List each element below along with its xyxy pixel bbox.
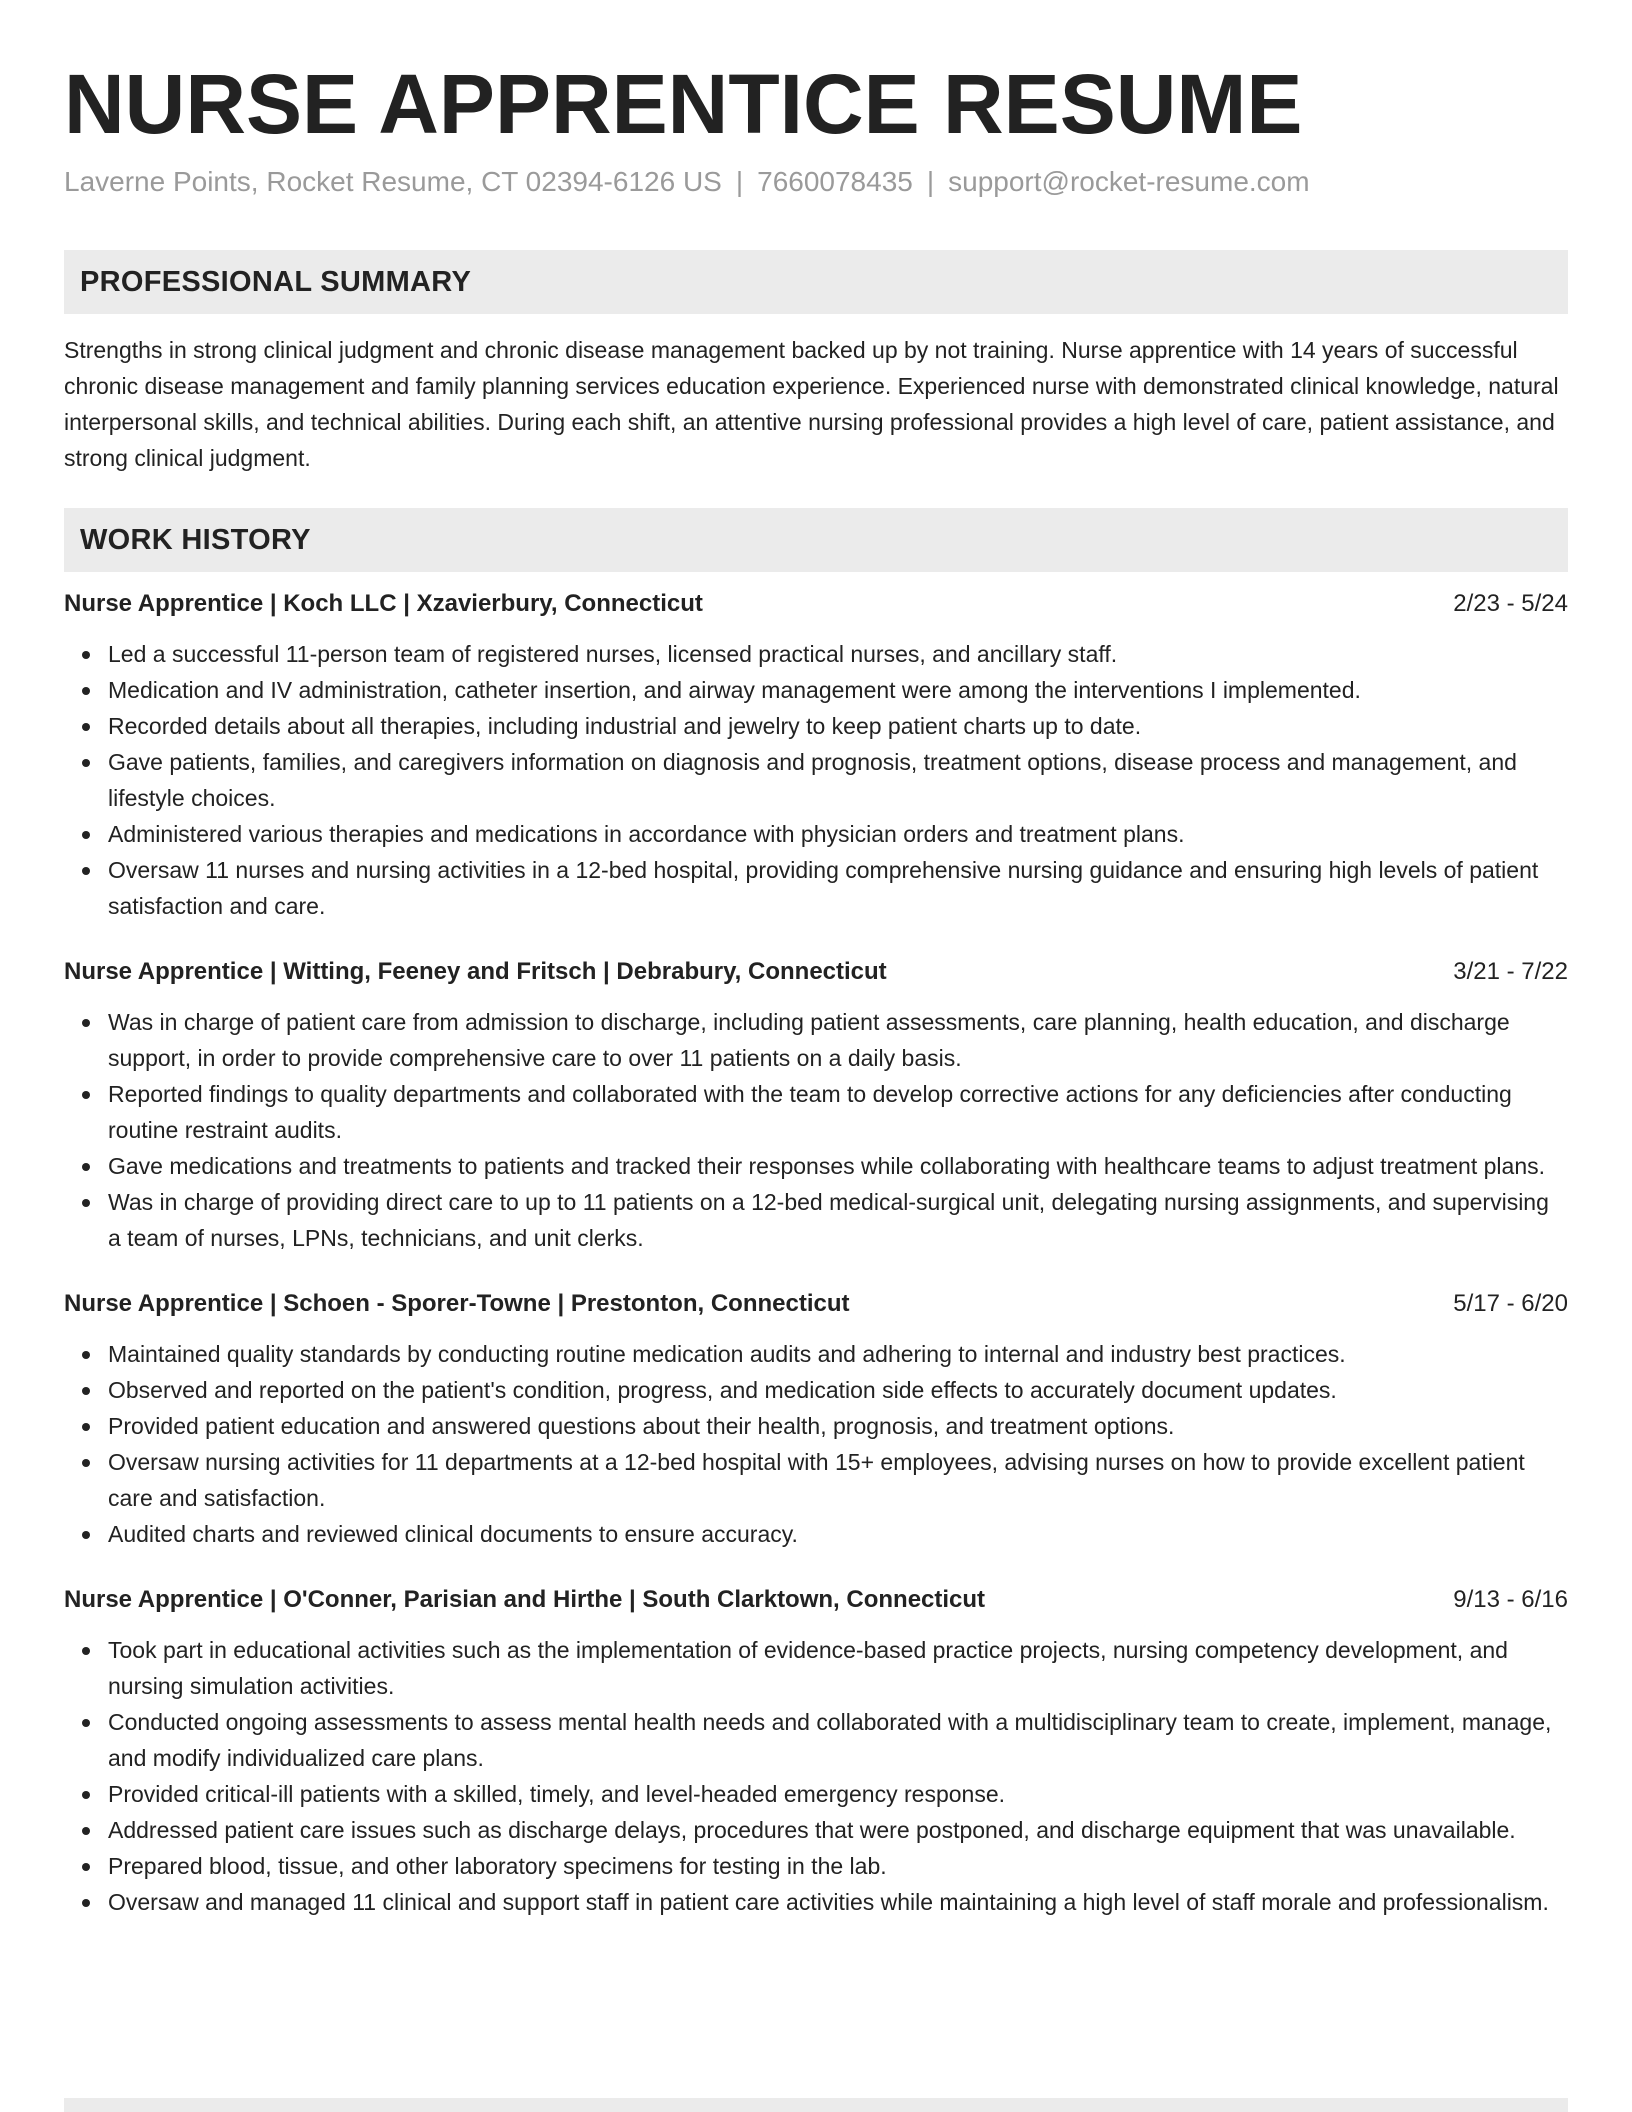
job-title: Nurse Apprentice | Schoen - Sporer-Towne | Prestonton, Connecticut <box>64 1290 850 1317</box>
job-bullet: Provided patient education and answered questions about their health, prognosis, and treatment options. <box>108 1408 1568 1444</box>
job-bullet: Led a successful 11-person team of registered nurses, licensed practical nurses, and ancillary staff. <box>108 636 1568 672</box>
job-bullet: Observed and reported on the patient's condition, progress, and medication side effects to accurately document updates. <box>108 1372 1568 1408</box>
job-bullet: Medication and IV administration, catheter insertion, and airway management were among the interventions I implemented. <box>108 672 1568 708</box>
job-entry <box>64 586 1568 924</box>
contact-separator: | <box>735 166 744 197</box>
resume-page <box>64 0 1568 1920</box>
job-dates: 3/21 - 7/22 <box>1453 958 1568 985</box>
job-bullet-list <box>64 1004 1568 1256</box>
contact-address: Laverne Points, Rocket Resume, CT 02394-6126 US <box>64 166 722 197</box>
job-header <box>64 1582 1568 1618</box>
job-entry <box>64 1286 1568 1552</box>
job-bullet-list <box>64 1632 1568 1920</box>
job-header <box>64 1286 1568 1322</box>
job-dates: 9/13 - 6/16 <box>1453 1586 1568 1613</box>
job-bullet: Was in charge of providing direct care to up to 11 patients on a 12-bed medical-surgical unit, delegating nursing assignments, and supervising a team of nurses, LPNs, technicians, and unit clerks. <box>108 1184 1568 1256</box>
job-entry <box>64 954 1568 1256</box>
contact-phone: 7660078435 <box>757 166 913 197</box>
job-bullet: Was in charge of patient care from admission to discharge, including patient assessments, care planning, health education, and discharge support, in order to provide comprehensive care to over 11 patients on a daily basis. <box>108 1004 1568 1076</box>
job-bullet: Oversaw 11 nurses and nursing activities in a 12-bed hospital, providing comprehensive nursing guidance and ensuring high levels of patient satisfaction and care. <box>108 852 1568 924</box>
job-bullet: Gave medications and treatments to patients and tracked their responses while collaborating with healthcare teams to adjust treatment plans. <box>108 1148 1568 1184</box>
job-title: Nurse Apprentice | O'Conner, Parisian and Hirthe | South Clarktown, Connecticut <box>64 1586 986 1613</box>
job-bullet: Prepared blood, tissue, and other laboratory specimens for testing in the lab. <box>108 1848 1568 1884</box>
job-bullet: Recorded details about all therapies, including industrial and jewelry to keep patient charts up to date. <box>108 708 1568 744</box>
summary-text: Strengths in strong clinical judgment and chronic disease management backed up by not training. Nurse apprentice with 14 years of successful chronic disease management and family planning services education experience. Experienced nurse with demonstrated clinical knowledge, natural interpersonal skills, and technical abilities. During each shift, an attentive nursing professional provides a high level of care, patient assistance, and strong clinical judgment. <box>64 337 1559 471</box>
job-bullet: Gave patients, families, and caregivers information on diagnosis and prognosis, treatment options, disease process and management, and lifestyle choices. <box>108 744 1568 816</box>
job-bullet: Oversaw and managed 11 clinical and support staff in patient care activities while maintaining a high level of staff morale and professionalism. <box>108 1884 1568 1920</box>
job-bullet: Took part in educational activities such as the implementation of evidence-based practice projects, nursing competency development, and nursing simulation activities. <box>108 1632 1568 1704</box>
summary-heading: PROFESSIONAL SUMMARY <box>64 250 1568 314</box>
job-bullet-list <box>64 1336 1568 1552</box>
job-title: Nurse Apprentice | Koch LLC | Xzavierbury, Connecticut <box>64 590 703 617</box>
job-bullet: Audited charts and reviewed clinical documents to ensure accuracy. <box>108 1516 1568 1552</box>
contact-email: support@rocket-resume.com <box>948 166 1310 197</box>
job-header <box>64 586 1568 622</box>
job-header <box>64 954 1568 990</box>
job-bullet-list <box>64 636 1568 924</box>
work-history-list <box>64 586 1568 1920</box>
job-bullet: Maintained quality standards by conducting routine medication audits and adhering to internal and industry best practices. <box>108 1336 1568 1372</box>
contact-separator: | <box>926 166 935 197</box>
job-dates: 5/17 - 6/20 <box>1453 1290 1568 1317</box>
job-bullet: Addressed patient care issues such as discharge delays, procedures that were postponed, and discharge equipment that was unavailable. <box>108 1812 1568 1848</box>
job-entry <box>64 1582 1568 1920</box>
job-title: Nurse Apprentice | Witting, Feeney and Fritsch | Debrabury, Connecticut <box>64 958 887 985</box>
next-section-heading-bar <box>64 2098 1568 2112</box>
job-dates: 2/23 - 5/24 <box>1453 590 1568 617</box>
page-title: NURSE APPRENTICE RESUME <box>64 57 1303 151</box>
job-bullet: Reported findings to quality departments and collaborated with the team to develop corrective actions for any deficiencies after conducting routine restraint audits. <box>108 1076 1568 1148</box>
job-bullet: Conducted ongoing assessments to assess mental health needs and collaborated with a multidisciplinary team to create, implement, manage, and modify individualized care plans. <box>108 1704 1568 1776</box>
job-bullet: Provided critical-ill patients with a skilled, timely, and level-headed emergency response. <box>108 1776 1568 1812</box>
job-bullet: Oversaw nursing activities for 11 departments at a 12-bed hospital with 15+ employees, advising nurses on how to provide excellent patient care and satisfaction. <box>108 1444 1568 1516</box>
contact-line <box>64 164 1568 200</box>
job-bullet: Administered various therapies and medications in accordance with physician orders and treatment plans. <box>108 816 1568 852</box>
work-history-heading: WORK HISTORY <box>64 508 1568 572</box>
